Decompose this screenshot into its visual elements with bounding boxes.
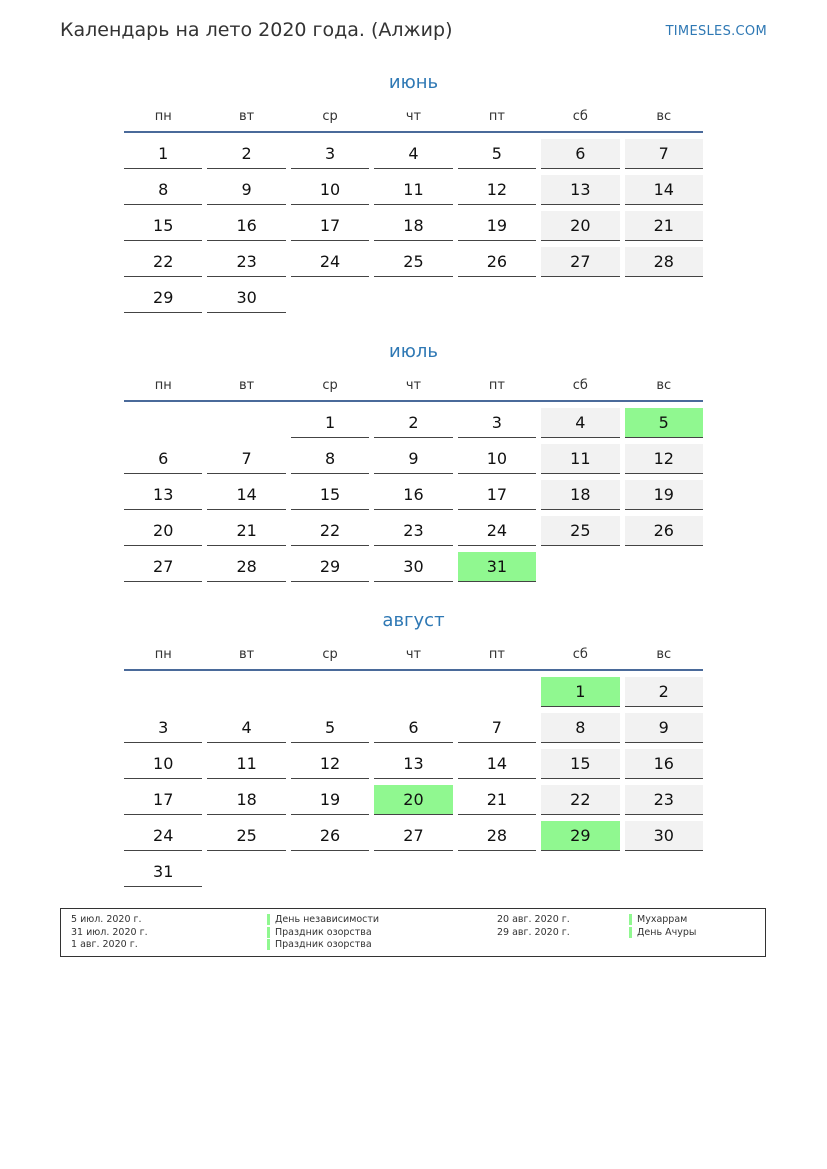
day-cell: 16: [374, 480, 452, 510]
day-cell: 7: [207, 444, 285, 474]
day-cell: 15: [124, 211, 202, 241]
day-cell: 9: [625, 713, 703, 743]
month-calendar: [124, 70, 703, 313]
day-cell: 29: [541, 821, 619, 851]
day-cell: 15: [541, 749, 619, 779]
day-cell: 9: [374, 444, 452, 474]
day-cell: 2: [374, 408, 452, 438]
day-cell: 23: [625, 785, 703, 815]
weekday-label: сб: [572, 109, 588, 124]
month-title: июнь: [388, 72, 439, 93]
day-cell: 25: [374, 247, 452, 277]
legend-holiday-name: Праздник озорства: [267, 927, 372, 938]
legend-holiday-name: Праздник озорства: [267, 939, 372, 950]
day-cell: 21: [207, 516, 285, 546]
empty-cell: [207, 408, 285, 438]
day-cell: 14: [458, 749, 536, 779]
day-cell: 13: [374, 749, 452, 779]
day-cell: 28: [625, 247, 703, 277]
day-cell: 23: [374, 516, 452, 546]
site-link[interactable]: TIMESLES.COM: [665, 24, 767, 39]
day-cell: 4: [207, 713, 285, 743]
day-cell: 8: [541, 713, 619, 743]
empty-cell: [291, 677, 369, 707]
weekday-label: чт: [405, 647, 422, 662]
day-cell: 18: [541, 480, 619, 510]
day-cell: 20: [124, 516, 202, 546]
weekday-label: чт: [405, 378, 422, 393]
day-cell: 20: [541, 211, 619, 241]
day-cell: 10: [291, 175, 369, 205]
day-cell: 12: [458, 175, 536, 205]
day-cell: 29: [124, 283, 202, 313]
page-title: Календарь на лето 2020 года. (Алжир): [60, 19, 453, 41]
day-cell: 14: [625, 175, 703, 205]
day-cell: 31: [124, 857, 202, 887]
day-cell: 20: [374, 785, 452, 815]
day-cell: 26: [458, 247, 536, 277]
weekday-header: [124, 105, 703, 133]
month-title: август: [382, 610, 445, 631]
day-cell: 9: [207, 175, 285, 205]
day-cell: 22: [541, 785, 619, 815]
empty-cell: [124, 408, 202, 438]
day-grid: [124, 677, 703, 887]
weekday-label: чт: [405, 109, 422, 124]
day-cell: 30: [207, 283, 285, 313]
day-cell: 2: [207, 139, 285, 169]
day-cell: 24: [458, 516, 536, 546]
day-cell: 3: [291, 139, 369, 169]
day-cell: 24: [124, 821, 202, 851]
weekday-label: ср: [322, 109, 338, 124]
day-grid: [124, 139, 703, 313]
day-cell: 11: [207, 749, 285, 779]
legend-date: 20 авг. 2020 г.: [497, 914, 570, 925]
day-cell: 25: [207, 821, 285, 851]
day-cell: 28: [458, 821, 536, 851]
empty-cell: [374, 677, 452, 707]
holiday-legend: [60, 908, 766, 957]
day-cell: 17: [458, 480, 536, 510]
weekday-header: [124, 374, 703, 402]
day-cell: 6: [374, 713, 452, 743]
day-cell: 28: [207, 552, 285, 582]
day-cell: 5: [625, 408, 703, 438]
day-cell: 23: [207, 247, 285, 277]
day-cell: 2: [625, 677, 703, 707]
legend-date: 31 июл. 2020 г.: [71, 926, 148, 938]
empty-cell: [207, 677, 285, 707]
day-cell: 25: [541, 516, 619, 546]
month-calendar: [124, 339, 703, 582]
day-cell: 1: [124, 139, 202, 169]
weekday-label: пт: [488, 109, 505, 124]
day-cell: 31: [458, 552, 536, 582]
day-cell: 3: [124, 713, 202, 743]
day-cell: 17: [291, 211, 369, 241]
weekday-header: [124, 643, 703, 671]
day-cell: 4: [374, 139, 452, 169]
day-cell: 12: [625, 444, 703, 474]
day-cell: 10: [124, 749, 202, 779]
day-cell: 30: [374, 552, 452, 582]
day-cell: 13: [124, 480, 202, 510]
day-cell: 26: [291, 821, 369, 851]
legend-holiday-name: Мухаррам: [629, 914, 687, 925]
day-cell: 16: [625, 749, 703, 779]
weekday-label: пн: [154, 647, 172, 662]
day-cell: 18: [374, 211, 452, 241]
legend-date: 5 июл. 2020 г.: [71, 914, 142, 925]
empty-cell: [458, 677, 536, 707]
day-cell: 15: [291, 480, 369, 510]
day-cell: 10: [458, 444, 536, 474]
day-cell: 12: [291, 749, 369, 779]
day-cell: 22: [291, 516, 369, 546]
day-cell: 11: [541, 444, 619, 474]
day-cell: 18: [207, 785, 285, 815]
day-cell: 27: [124, 552, 202, 582]
day-cell: 30: [625, 821, 703, 851]
day-cell: 29: [291, 552, 369, 582]
day-cell: 17: [124, 785, 202, 815]
day-cell: 13: [541, 175, 619, 205]
day-cell: 11: [374, 175, 452, 205]
day-cell: 27: [541, 247, 619, 277]
legend-date: 1 авг. 2020 г.: [71, 939, 138, 950]
day-cell: 24: [291, 247, 369, 277]
weekday-label: вт: [239, 109, 255, 124]
weekday-label: пн: [154, 109, 172, 124]
day-cell: 14: [207, 480, 285, 510]
weekday-label: пт: [488, 378, 505, 393]
day-cell: 19: [291, 785, 369, 815]
weekday-label: вс: [656, 647, 672, 662]
day-cell: 26: [625, 516, 703, 546]
weekday-label: пт: [488, 647, 505, 662]
day-cell: 22: [124, 247, 202, 277]
weekday-label: ср: [322, 647, 338, 662]
weekday-label: вс: [656, 109, 672, 124]
day-cell: 5: [458, 139, 536, 169]
day-cell: 27: [374, 821, 452, 851]
legend-date: 29 авг. 2020 г.: [497, 926, 570, 938]
weekday-label: вс: [656, 378, 672, 393]
day-cell: 3: [458, 408, 536, 438]
weekday-label: вт: [239, 378, 255, 393]
day-cell: 7: [625, 139, 703, 169]
legend-holiday-name: День Ачуры: [629, 927, 696, 938]
weekday-label: сб: [572, 647, 588, 662]
legend-holiday-name: День независимости: [267, 914, 379, 925]
weekday-label: сб: [572, 378, 588, 393]
day-cell: 19: [625, 480, 703, 510]
day-grid: [124, 408, 703, 582]
day-cell: 21: [625, 211, 703, 241]
month-calendar: [124, 608, 703, 887]
day-cell: 1: [541, 677, 619, 707]
day-cell: 19: [458, 211, 536, 241]
day-cell: 1: [291, 408, 369, 438]
day-cell: 7: [458, 713, 536, 743]
day-cell: 8: [124, 175, 202, 205]
day-cell: 6: [541, 139, 619, 169]
weekday-label: пн: [154, 378, 172, 393]
weekday-label: ср: [322, 378, 338, 393]
day-cell: 21: [458, 785, 536, 815]
day-cell: 6: [124, 444, 202, 474]
day-cell: 4: [541, 408, 619, 438]
month-title: июль: [389, 341, 438, 362]
day-cell: 8: [291, 444, 369, 474]
day-cell: 16: [207, 211, 285, 241]
weekday-label: вт: [239, 647, 255, 662]
empty-cell: [124, 677, 202, 707]
day-cell: 5: [291, 713, 369, 743]
